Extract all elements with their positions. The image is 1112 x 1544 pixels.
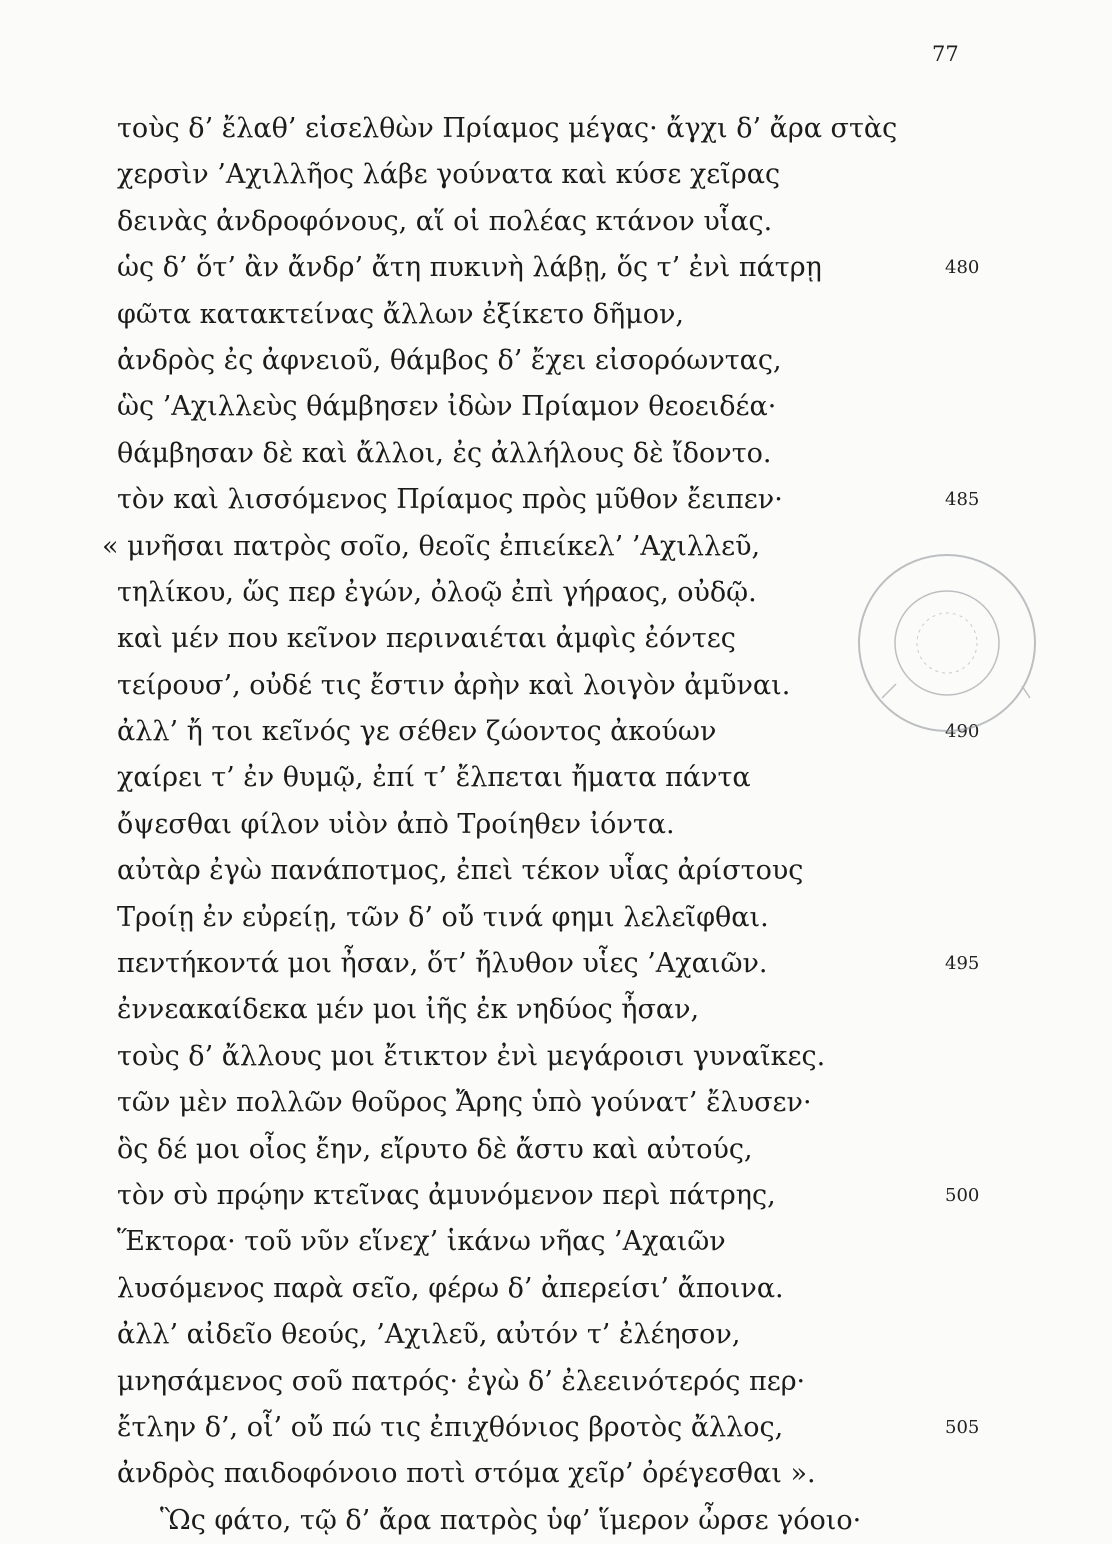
verse-line-text: φῶτα κατακτείνας ἄλλων ἐξίκετο δῆμον, bbox=[117, 298, 684, 330]
verse-line bbox=[0, 1451, 1112, 1497]
verse-line bbox=[0, 477, 1112, 523]
verse-line-text: χερσὶν ’Αχιλλῆος λάβε γούνατα καὶ κύσε χεῖρας bbox=[117, 159, 781, 191]
verse-line bbox=[0, 848, 1112, 894]
line-number: 490 bbox=[945, 721, 980, 743]
verse-line-text: ὡς δ’ ὅτ’ ἂν ἄνδρ’ ἄτη πυκινὴ λάβῃ, ὅς τ’ ἐνὶ πάτρῃ bbox=[117, 252, 822, 284]
verse-line bbox=[0, 895, 1112, 941]
line-number: 495 bbox=[945, 953, 980, 975]
line-number: 505 bbox=[945, 1416, 980, 1438]
verse-line-text: ἀλλ’ ἤ τοι κεῖνός γε σέθεν ζώοντος ἀκούων bbox=[117, 716, 717, 748]
verse-line-text: τοὺς δ’ ἄλλους μοι ἔτικτον ἐνὶ μεγάροισι γυναῖκες. bbox=[117, 1040, 826, 1072]
verse-line-text: τείρουσ’, οὐδέ τις ἔστιν ἀρὴν καὶ λοιγὸν ἀμῦναι. bbox=[117, 669, 791, 701]
verse-line bbox=[0, 431, 1112, 477]
verse-line-text: μνησάμενος σοῦ πατρός· ἐγὼ δ’ ἐλεεινότερός περ· bbox=[117, 1365, 806, 1397]
verse-line bbox=[0, 1266, 1112, 1312]
verse-line bbox=[0, 384, 1112, 430]
verse-line-text: ἀλλ’ αἰδεῖο θεούς, ’Αχιλεῦ, αὐτόν τ’ ἐλέησον, bbox=[117, 1319, 741, 1351]
verse-line-text: τὸν καὶ λισσόμενος Πρίαμος πρὸς μῦθον ἔειπεν· bbox=[117, 484, 783, 516]
verse-line-text: λυσόμενος παρὰ σεῖο, φέρω δ’ ἀπερείσι’ ἄποινα. bbox=[117, 1272, 784, 1304]
verse-line-text: τοὺς δ’ ἔλαθ’ εἰσελθὼν Πρίαμος μέγας· ἄγχι δ’ ἄρα στὰς bbox=[117, 113, 898, 144]
verse-line bbox=[0, 1173, 1112, 1219]
verse-line bbox=[0, 987, 1112, 1033]
verse-line bbox=[0, 1127, 1112, 1173]
line-number: 485 bbox=[945, 489, 980, 511]
verse-line-text: ἔτλην δ’, οἷ’ οὔ πώ τις ἐπιχθόνιος βροτὸς ἄλλος, bbox=[117, 1411, 784, 1443]
verse-line-text: ἀνδρὸς παιδοφόνοιο ποτὶ στόμα χεῖρ’ ὀρέγεσθαι ». bbox=[117, 1458, 816, 1490]
verse-line bbox=[0, 199, 1112, 245]
verse-line bbox=[0, 755, 1112, 801]
verse-line bbox=[0, 1034, 1112, 1080]
verse-text-block bbox=[0, 106, 1112, 1544]
verse-line bbox=[0, 106, 1112, 152]
verse-line-text: ὣς ’Αχιλλεὺς θάμβησεν ἰδὼν Πρίαμον θεοειδέα· bbox=[117, 391, 777, 423]
verse-line bbox=[0, 1405, 1112, 1451]
verse-line-text: ὃς δέ μοι οἶος ἔην, εἴρυτο δὲ ἄστυ καὶ αὐτούς, bbox=[117, 1133, 753, 1165]
verse-line-text: καὶ μέν που κεῖνον περιναιέται ἀμφὶς ἐόντες bbox=[117, 623, 736, 655]
verse-line bbox=[0, 941, 1112, 987]
line-number: 500 bbox=[945, 1184, 980, 1206]
verse-line-text: ὄψεσθαι φίλον υἱὸν ἀπὸ Τροίηθεν ἰόντα. bbox=[117, 808, 675, 840]
verse-line-text: « μνῆσαι πατρὸς σοῖο, θεοῖς ἐπιείκελ’ ’Αχιλλεῦ, bbox=[102, 530, 761, 562]
verse-line bbox=[0, 245, 1112, 291]
verse-line-text: ἐννεακαίδεκα μέν μοι ἰῆς ἐκ νηδύος ἦσαν, bbox=[117, 994, 700, 1026]
verse-line-text: τῶν μὲν πολλῶν θοῦρος Ἄρης ὑπὸ γούνατ’ ἔλυσεν· bbox=[117, 1087, 812, 1119]
verse-line-text: δεινὰς ἀνδροφόνους, αἵ οἱ πολέας κτάνον υἷας. bbox=[117, 205, 773, 237]
verse-line-text: Ἕκτορα· τοῦ νῦν εἵνεχ’ ἱκάνω νῆας ’Αχαιῶν bbox=[117, 1226, 726, 1258]
verse-line bbox=[0, 1359, 1112, 1405]
verse-line bbox=[0, 292, 1112, 338]
line-number: 480 bbox=[945, 257, 980, 279]
verse-line-text: Τροίῃ ἐν εὐρείῃ, τῶν δ’ οὔ τινά φημι λελεῖφθαι. bbox=[117, 901, 769, 933]
verse-line bbox=[0, 1498, 1112, 1544]
verse-line bbox=[0, 152, 1112, 198]
verse-line bbox=[0, 338, 1112, 384]
verse-line-text: τὸν σὺ πρῴην κτεῖνας ἀμυνόμενον περὶ πάτρης, bbox=[117, 1179, 776, 1211]
verse-line-text: τηλίκου, ὥς περ ἐγών, ὀλοῷ ἐπὶ γήραος, οὐδῷ. bbox=[117, 576, 757, 608]
verse-line bbox=[0, 1312, 1112, 1358]
verse-line-text: πεντήκοντά μοι ἦσαν, ὅτ’ ἤλυθον υἷες ’Αχαιῶν. bbox=[117, 948, 768, 980]
verse-line bbox=[0, 1080, 1112, 1126]
verse-line bbox=[0, 1219, 1112, 1265]
verse-line-text: αὐτὰρ ἐγὼ πανάποτμος, ἐπεὶ τέκον υἷας ἀρίστους bbox=[117, 855, 804, 887]
library-stamp-icon bbox=[852, 548, 1042, 738]
verse-line-text: χαίρει τ’ ἐν θυμῷ, ἐπί τ’ ἔλπεται ἤματα πάντα bbox=[117, 762, 751, 794]
verse-line-text: θάμβησαν δὲ καὶ ἄλλοι, ἐς ἀλλήλους δὲ ἴδοντο. bbox=[117, 437, 772, 469]
verse-line-text: ἀνδρὸς ἐς ἀφνειοῦ, θάμβος δ’ ἔχει εἰσορόωντας, bbox=[117, 344, 782, 376]
verse-line bbox=[0, 802, 1112, 848]
verse-line-text: Ὣς φάτο, τῷ δ’ ἄρα πατρὸς ὑφ’ ἵμερον ὦρσε γόοιο· bbox=[160, 1504, 862, 1536]
page-number: 77 bbox=[932, 42, 959, 66]
